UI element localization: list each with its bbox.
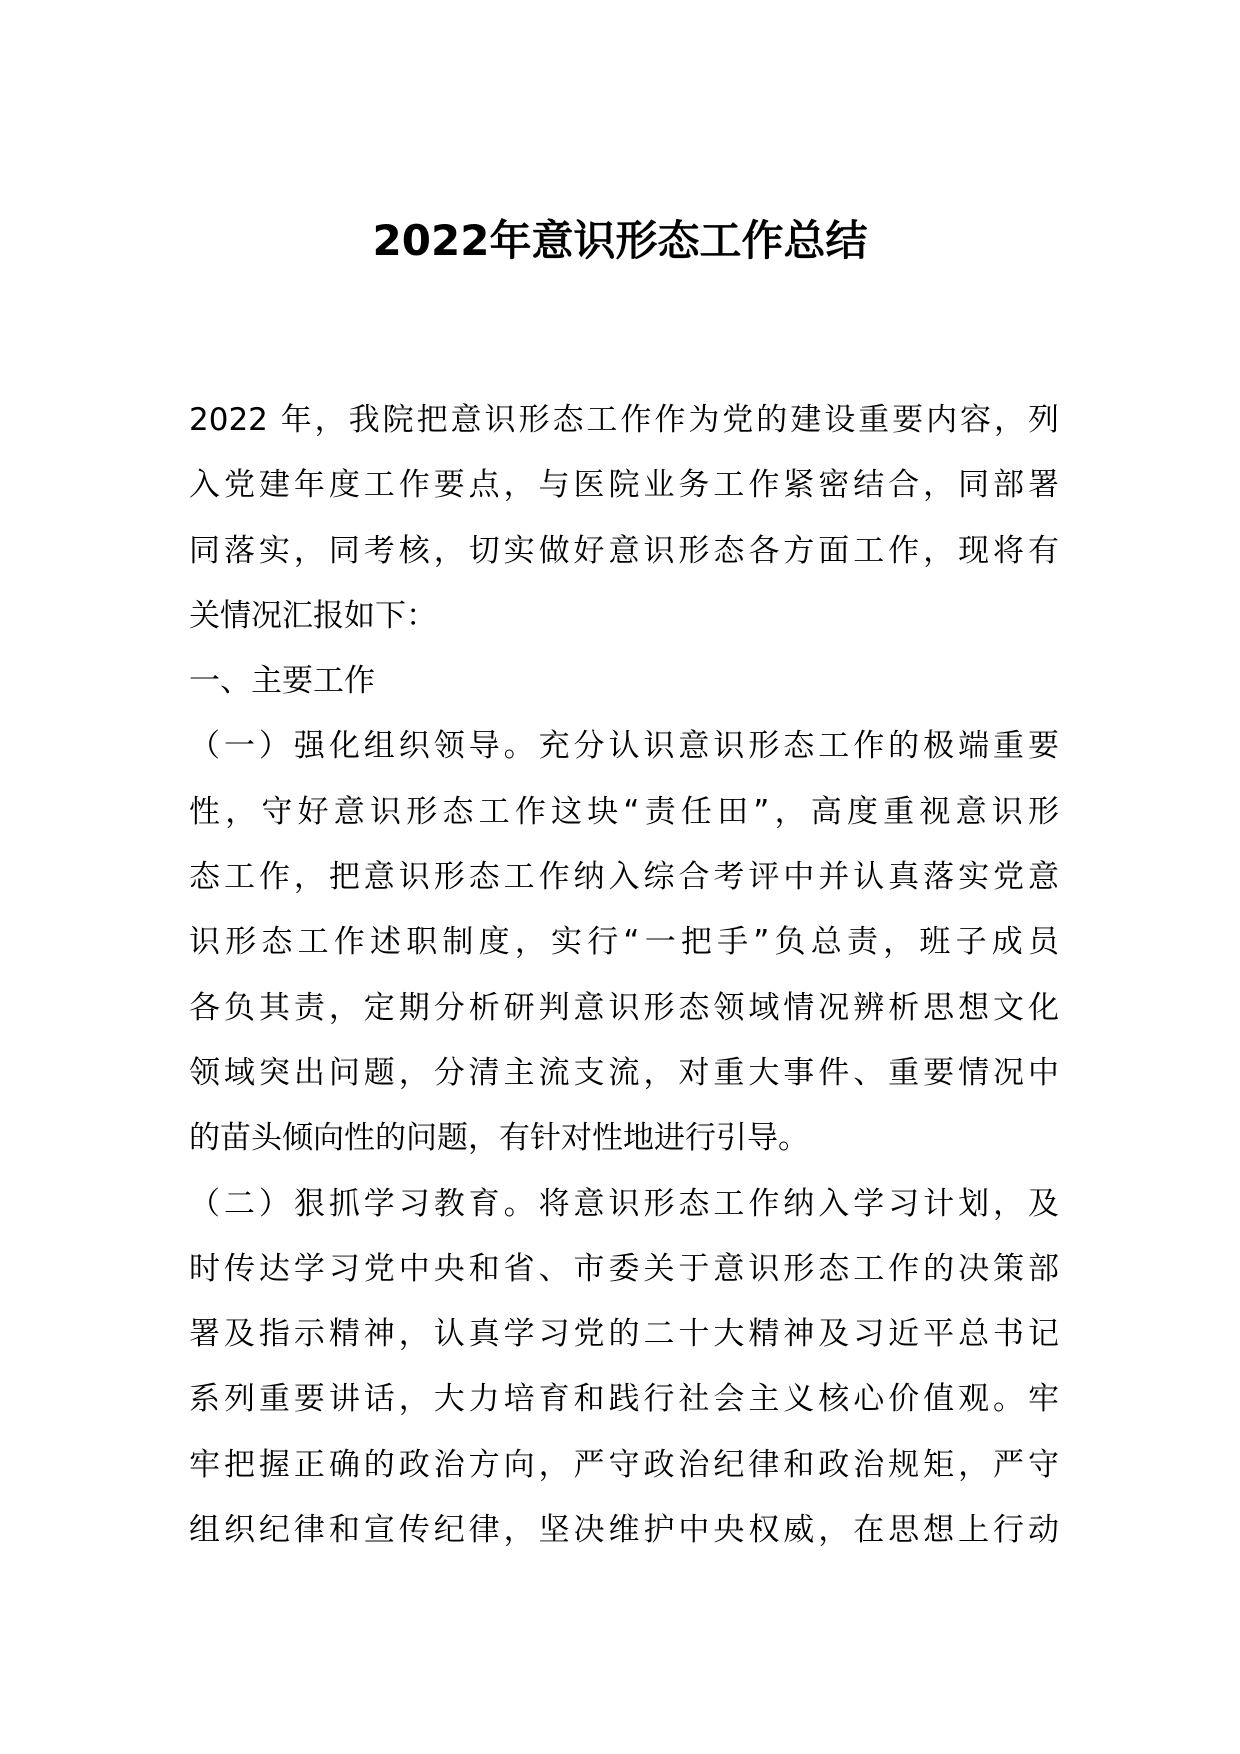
text-line: 牢把握正确的政治方向，严守政治纪律和政治规矩，严守 bbox=[189, 1446, 1059, 1483]
text-line: 时传达学习党中央和省、市委关于意识形态工作的决策部 bbox=[189, 1250, 1059, 1287]
text-line: 系列重要讲话，大力培育和践行社会主义核心价值观。牢 bbox=[189, 1381, 1059, 1418]
text-line: 2022 年，我院把意识形态工作作为党的建设重要内容，列 bbox=[189, 402, 1059, 438]
text-line: 领域突出问题，分清主流支流，对重大事件、重要情况中 bbox=[189, 1054, 1059, 1091]
text-line: （一）强化组织领导。充分认识意识形态工作的极端重要 bbox=[189, 728, 1059, 765]
section-heading: 一、主要工作 bbox=[189, 663, 375, 700]
text-line: 署及指示精神，认真学习党的二十大精神及习近平总书记 bbox=[189, 1316, 1059, 1353]
text-line: 同落实，同考核，切实做好意识形态各方面工作，现将有 bbox=[189, 532, 1059, 569]
text-line: （二）狠抓学习教育。将意识形态工作纳入学习计划，及 bbox=[189, 1185, 1059, 1222]
text-line: 组织纪律和宣传纪律，坚决维护中央权威，在思想上行动 bbox=[189, 1512, 1059, 1549]
text-line: 性，守好意识形态工作这块“责任田”，高度重视意识形 bbox=[189, 793, 1059, 830]
text-line: 关情况汇报如下： bbox=[189, 597, 437, 634]
text-line: 态工作，把意识形态工作纳入综合考评中并认真落实党意 bbox=[189, 859, 1059, 896]
document-title: 2022年意识形态工作总结 bbox=[372, 216, 868, 265]
text-line: 的苗头倾向性的问题，有针对性地进行引导。 bbox=[189, 1120, 809, 1157]
text-line: 入党建年度工作要点，与医院业务工作紧密结合，同部署 bbox=[189, 467, 1059, 504]
text-line: 各负其责，定期分析研判意识形态领域情况辨析思想文化 bbox=[189, 989, 1059, 1026]
text-line: 识形态工作述职制度，实行“一把手”负总责，班子成员 bbox=[189, 924, 1059, 961]
document-body bbox=[189, 398, 1059, 1573]
